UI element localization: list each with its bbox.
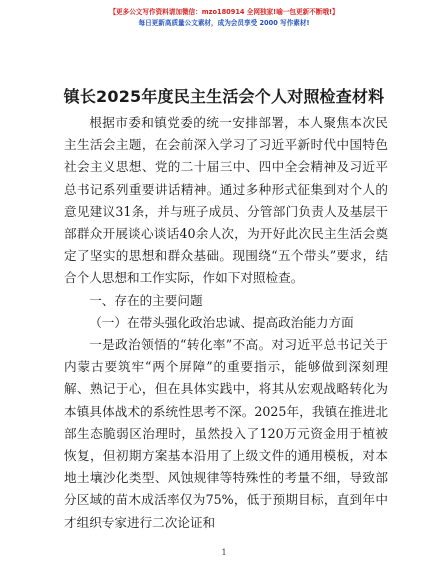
document-title: 镇长2025年度民主生活会个人对照检查材料 xyxy=(63,87,385,106)
page-number: 1 xyxy=(221,548,227,557)
promo-banner-line-2: 每日更新高质量公文素材，成为会员享受 2000 写作素材! xyxy=(138,19,310,27)
issue-paragraph: 一是政治领悟的“转化率”不高。对习近平总书记关于内蒙古要筑牢“两个屏障”的重要指示，能够做到深刻理解、熟记于心，但在具体实践中，将其从宏观战略转化为本镇具体战术的系统性思考不深。2025年，我镇在推进北部生态脆弱区治理时，虽然投入了120万元资金用于植被恢复，但初期方案基本沿用了上级文件的通用模板，对本地土壤沙化类型、风蚀规律等特殊性的考量不细，导致部分区域的苗木成活率仅为75%，低于预期目标，直到年中才组织专家进行二次论证和 xyxy=(64,337,388,530)
promo-banner xyxy=(60,7,388,29)
promo-banner-line-1: 【更多公文写作资料请加微信：mzo180914 全网独家!喻一包更新不断哦!】 xyxy=(109,8,339,16)
document-body xyxy=(64,112,388,534)
intro-paragraph: 根据市委和镇党委的统一安排部署，本人聚焦本次民主生活会主题，在会前深入学习了习近平新时代中国特色社会主义思想、党的二十届三中、四中全会精神及习近平总书记系列重要讲话精神。通过多种形式征集到对个人的意见建议31条，并与班子成员、分管部门负责人及基层干部群众开展谈心谈话40余人次，为开好此次民主生活会奠定了坚实的思想和群众基础。现围绕“五个带头”要求，结合个人思想和工作实际，作如下对照检查。 xyxy=(64,115,388,286)
section-heading-main-problems: 一、存在的主要问题 xyxy=(89,292,203,308)
subsection-heading-political-loyalty: （一）在带头强化政治忠诚、提高政治能力方面 xyxy=(89,314,354,330)
